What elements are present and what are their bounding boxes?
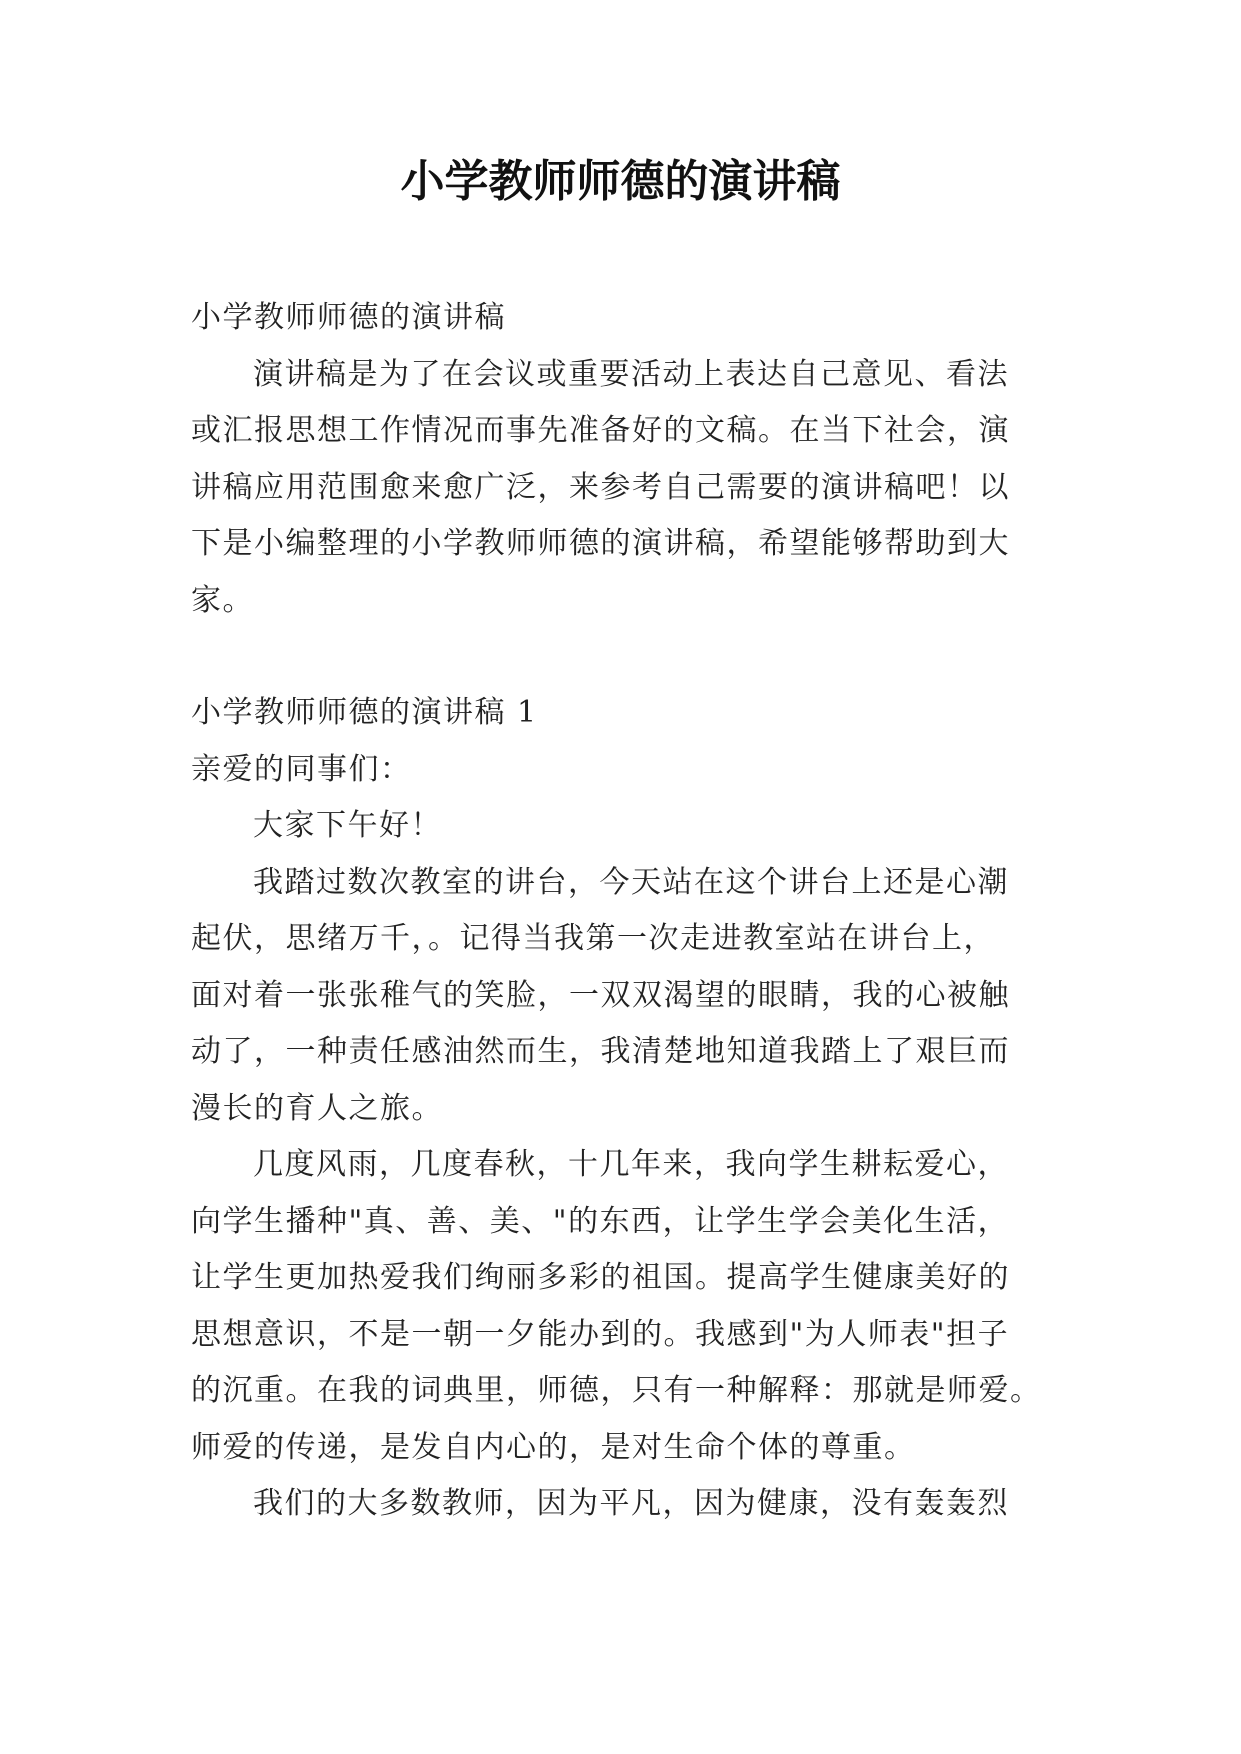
section-heading: 小学教师师德的演讲稿 1 <box>191 695 538 730</box>
paragraph-line: 我踏过数次教室的讲台，今天站在这个讲台上还是心潮 <box>253 864 1009 900</box>
paragraph-line: 动了，一种责任感油然而生，我清楚地知道我踏上了艰巨而 <box>191 1034 1010 1069</box>
paragraph-line: 的沉重。在我的词典里，师德，只有一种解释：那就是师爱。 <box>191 1373 1042 1408</box>
intro-paragraph-line: 或汇报思想工作情况而事先准备好的文稿。在当下社会，演 <box>191 413 1010 448</box>
intro-paragraph-line: 演讲稿是为了在会议或重要活动上表达自己意见、看法 <box>253 356 1009 392</box>
subtitle-line: 小学教师师德的演讲稿 <box>191 300 506 335</box>
greeting: 大家下午好！ <box>253 808 442 843</box>
document-title: 小学教师师德的演讲稿 <box>400 156 841 207</box>
section-spacer <box>191 629 1051 685</box>
paragraph-line: 我们的大多数教师，因为平凡，因为健康，没有轰轰烈 <box>253 1486 1009 1521</box>
document-body <box>191 290 1051 1533</box>
paragraph-line: 面对着一张张稚气的笑脸，一双双渴望的眼睛，我的心被触 <box>191 977 1010 1013</box>
paragraph-line: 几度风雨，几度春秋，十几年来，我向学生耕耘爱心， <box>253 1147 1009 1182</box>
paragraph-line: 向学生播种"真、善、美、"的东西，让学生学会美化生活， <box>191 1203 1010 1239</box>
paragraph-line: 起伏，思绪万千，。记得当我第一次走进教室站在讲台上， <box>191 921 995 956</box>
intro-paragraph-line: 家。 <box>191 582 254 618</box>
paragraph-line: 思想意识，不是一朝一夕能办到的。我感到"为人师表"担子 <box>191 1316 1010 1352</box>
paragraph-line: 漫长的育人之旅。 <box>191 1090 443 1126</box>
salutation: 亲爱的同事们： <box>191 751 412 787</box>
intro-paragraph-line: 讲稿应用范围愈来愈广泛，来参考自己需要的演讲稿吧！以 <box>191 469 1010 505</box>
intro-paragraph-line: 下是小编整理的小学教师师德的演讲稿，希望能够帮助到大 <box>191 526 1010 561</box>
paragraph-line: 让学生更加热爱我们绚丽多彩的祖国。提高学生健康美好的 <box>191 1260 1010 1295</box>
paragraph-line: 师爱的传递，是发自内心的，是对生命个体的尊重。 <box>191 1429 916 1465</box>
